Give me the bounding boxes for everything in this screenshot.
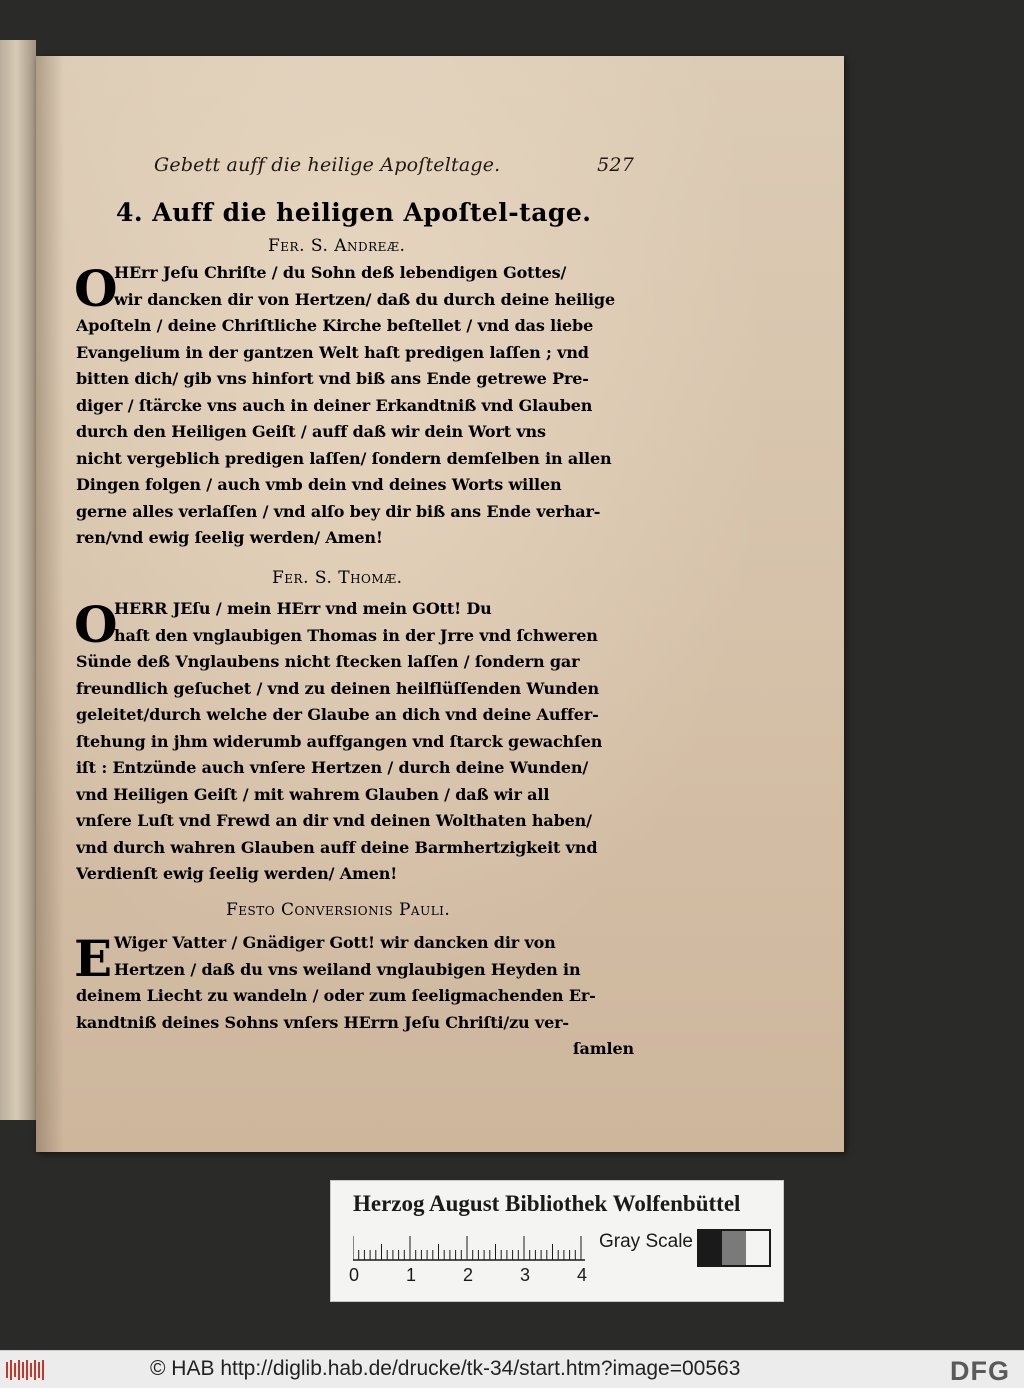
drop-cap: E <box>74 929 112 988</box>
ruler-label: 4 <box>577 1265 588 1285</box>
color-checker-card <box>330 1180 784 1302</box>
text-line: HERR JEſu / mein HErr vnd mein GOtt! Du <box>114 599 492 618</box>
section-heading: 4. Auff die heiligen Apoſtel-tage. <box>116 198 592 227</box>
hab-barcode-icon <box>6 1360 46 1380</box>
library-name: Herzog August Bibliothek Wolfenbüttel <box>353 1191 741 1216</box>
page-number: 527 <box>597 154 634 176</box>
text-line: Verdienſt ewig ſeelig werden/ Amen! <box>76 864 398 883</box>
prayer-text <box>76 930 636 1063</box>
prayer-text <box>76 260 636 552</box>
swatch-black <box>699 1231 722 1265</box>
text-line: wir dancken dir von Hertzen/ daß du durch deine heilige <box>114 289 615 309</box>
text-line: kandtniß deines Sohns vnſers HErrn Jeſu Chriſti/zu ver- <box>76 1012 569 1032</box>
ruler-label: 2 <box>463 1265 474 1285</box>
grayscale-label: Gray Scale <box>599 1231 693 1252</box>
page-gutter <box>36 56 64 1152</box>
ruler-label: 3 <box>520 1265 531 1285</box>
drop-cap: O <box>74 259 118 318</box>
text-line: Sünde deß Vnglaubens nicht ſtecken laſſen / ſondern gar <box>76 652 580 671</box>
facing-page-edge <box>0 40 36 1120</box>
text-line: geleitet/durch welche der Glaube an dich vnd deine Auffer- <box>76 705 599 724</box>
text-line: gerne alles verlaſſen / vnd alſo bey dir biß ans Ende verhar- <box>76 501 601 521</box>
text-line: Wiger Vatter / Gnädiger Gott! wir dancken dir von <box>114 933 556 952</box>
prayer-text <box>76 596 636 888</box>
text-line: Evangelium in der gantzen Welt haſt predigen laſſen ; vnd <box>76 342 589 362</box>
feast-title: Feſto Converſionis Pauli. <box>226 900 451 920</box>
text-line: vnſere Luſt vnd Frewd an dir vnd deinen Wolthaten haben/ <box>76 811 592 830</box>
running-head <box>154 154 634 176</box>
text-line: haſt den vnglaubigen Thomas in der Jrre vnd ſchweren <box>114 625 598 645</box>
running-head-text: Gebett auff die heilige Apoſteltage. <box>154 154 501 176</box>
ruler-label: 1 <box>406 1265 417 1285</box>
swatch-white <box>746 1231 769 1265</box>
catchword: ſamlen <box>572 1039 634 1058</box>
book-page <box>36 56 844 1152</box>
text-line: Dingen folgen / auch vmb dein vnd deines Worts willen <box>76 475 562 494</box>
centimeter-ruler <box>353 1235 585 1261</box>
swatch-gray <box>722 1231 745 1265</box>
text-line: deinem Liecht zu wandeln / oder zum ſeeligmachenden Er- <box>76 986 596 1005</box>
text-line: nicht vergeblich predigen laſſen/ ſondern demſelben in allen <box>76 448 612 468</box>
drop-cap: O <box>74 595 118 654</box>
text-line: durch den Heiligen Geiſt / auff daß wir dein Wort vns <box>76 422 546 441</box>
text-line: vnd Heiligen Geiſt / mit wahrem Glauben / daß wir all <box>76 784 550 804</box>
ruler-label: 0 <box>349 1265 360 1285</box>
footer-bar <box>0 1350 1024 1388</box>
text-line: iſt : Entzünde auch vnſere Hertzen / durch deine Wunden/ <box>76 758 589 777</box>
dfg-logo: DFG <box>950 1356 1010 1386</box>
text-line: ren/vnd ewig ſeelig werden/ Amen! <box>76 528 383 547</box>
copyright-link[interactable]: © HAB http://diglib.hab.de/drucke/tk-34/start.htm?image=00563 <box>150 1357 741 1380</box>
text-line: diger / ſtärcke vns auch in deiner Erkandtniß vnd Glauben <box>76 395 593 415</box>
feast-title: Fer. S. Andreæ. <box>268 236 406 256</box>
text-line: bitten dich/ gib vns hinfort vnd biß ans Ende getrewe Pre- <box>76 369 589 388</box>
feast-title: Fer. S. Thomæ. <box>272 568 403 588</box>
text-line: vnd durch wahren Glauben auff deine Barmhertzigkeit vnd <box>76 837 598 857</box>
text-line: Apoſteln / deine Chriſtliche Kirche beſtellet / vnd das liebe <box>76 316 594 335</box>
text-line: ſtehung in jhm widerumb auffgangen vnd ſtarck gewachſen <box>76 731 603 751</box>
text-line: HErr Jeſu Chriſte / du Sohn deß lebendigen Gottes/ <box>114 263 567 282</box>
text-line: freundlich geſuchet / vnd zu deinen heilflüſſenden Wunden <box>76 678 600 698</box>
text-line: Hertzen / daß du vns weiland vnglaubigen Heyden in <box>114 959 581 979</box>
grayscale-swatches <box>697 1229 771 1267</box>
